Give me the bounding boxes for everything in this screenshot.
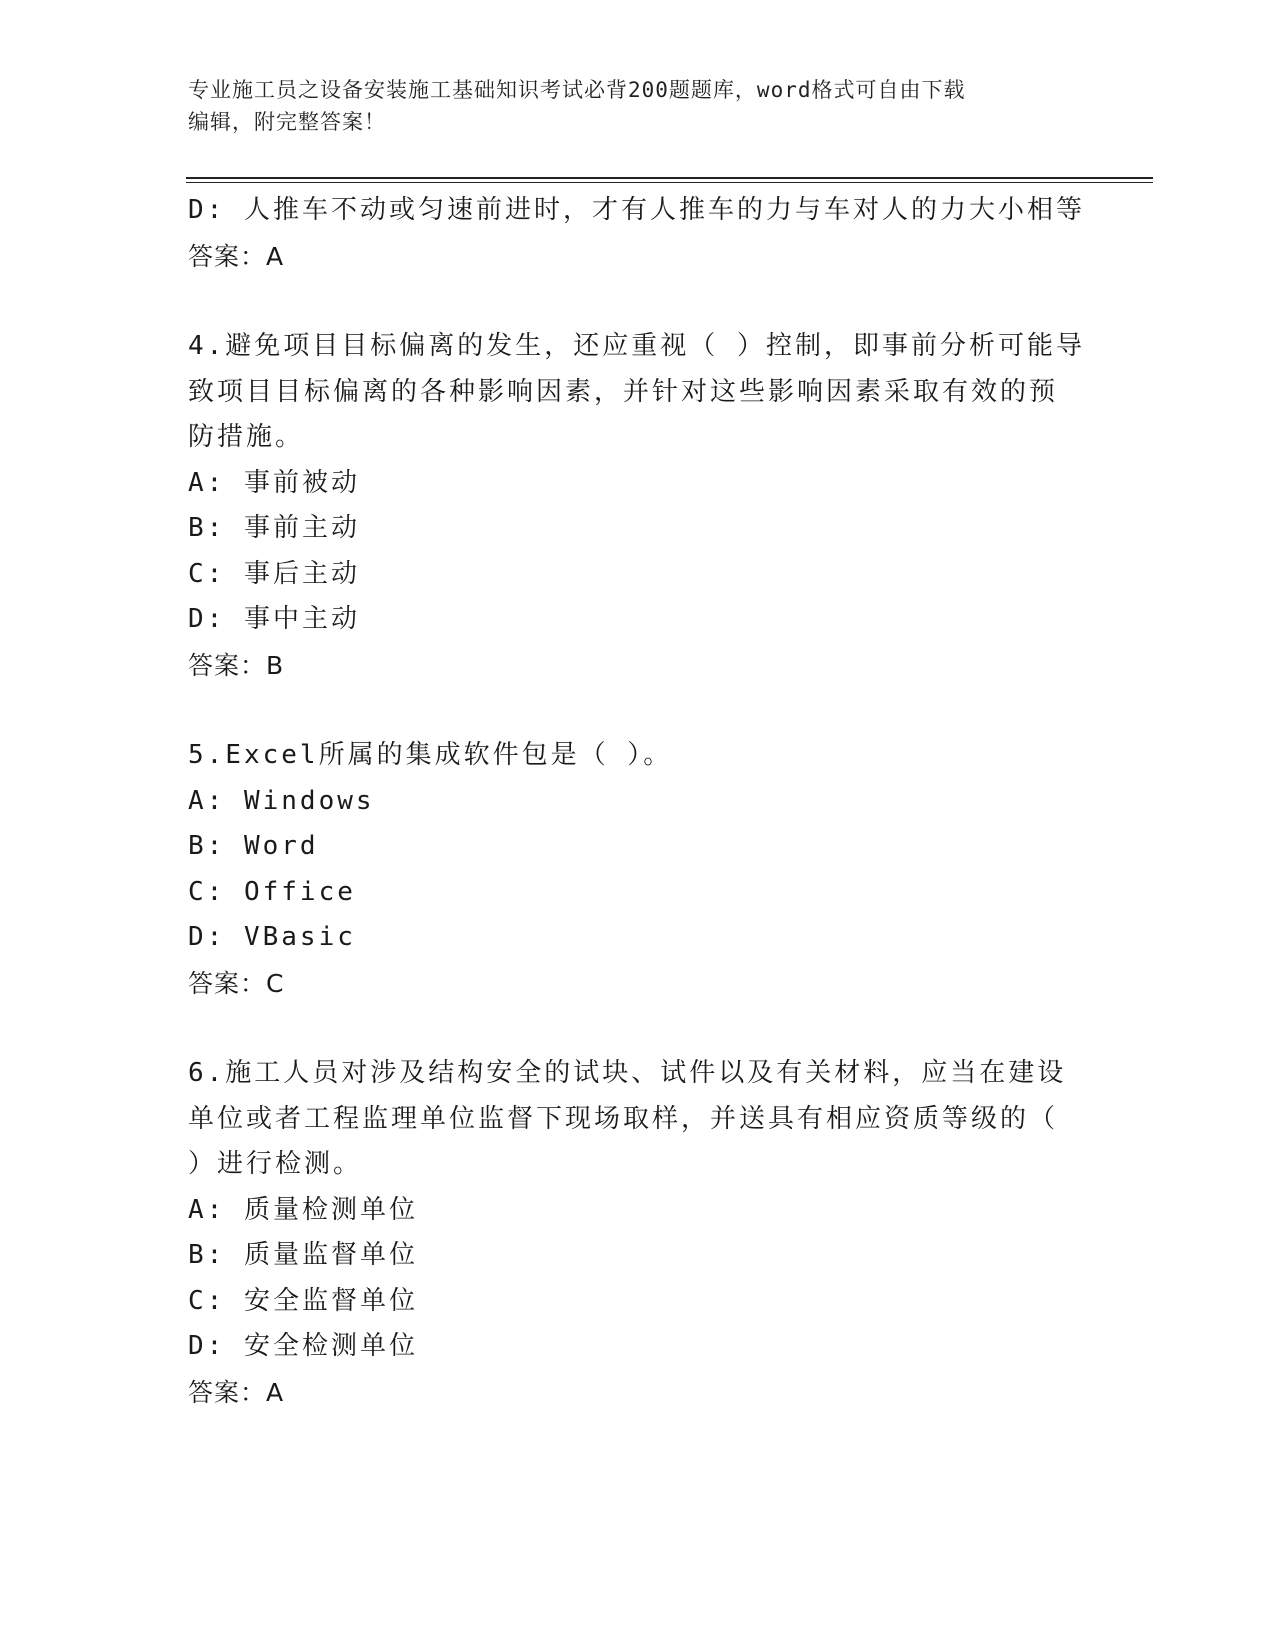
question-stem-line: 4.避免项目目标偏离的发生，还应重视（ ）控制，即事前分析可能导 — [188, 331, 1085, 361]
document-header — [188, 74, 1088, 138]
answer-line: 答案：C — [188, 968, 285, 998]
question-stem-line: 5.Excel所属的集成软件包是（ ）。 — [188, 740, 673, 770]
question-stem-line: 防措施。 — [188, 422, 305, 452]
option-a: A: 质量检测单位 — [188, 1194, 418, 1225]
question-6 — [188, 1051, 1088, 1415]
option-d: D: VBasic — [188, 922, 356, 952]
option-d: D: 事中主动 — [188, 604, 360, 634]
answer-line: 答案：B — [188, 650, 285, 680]
header-divider-thin — [186, 182, 1153, 183]
question-5 — [188, 733, 1088, 1006]
previous-question-tail — [188, 188, 1088, 279]
question-stem-line: ）进行检测。 — [188, 1149, 363, 1179]
option-b: B: Word — [188, 831, 319, 861]
option-b: B: 事前主动 — [188, 513, 360, 543]
question-stem-line: 6.施工人员对涉及结构安全的试块、试件以及有关材料，应当在建设 — [188, 1058, 1067, 1088]
option-b: B: 质量监督单位 — [188, 1240, 418, 1270]
question-stem-line: 单位或者工程监理单位监督下现场取样，并送具有相应资质等级的（ — [188, 1103, 1059, 1134]
header-title-line-2: 编辑，附完整答案！ — [188, 110, 386, 134]
header-title-line-1: 专业施工员之设备安装施工基础知识考试必背200题题库，word格式可自由下载 — [188, 78, 966, 102]
question-stem-line: 致项目目标偏离的各种影响因素，并针对这些影响因素采取有效的预 — [188, 376, 1059, 407]
option-d: D: 安全检测单位 — [188, 1331, 418, 1361]
option-a: A: Windows — [188, 785, 375, 816]
question-4 — [188, 324, 1088, 688]
answer-line: 答案：A — [188, 241, 285, 271]
option-c: C: Office — [188, 876, 356, 907]
option-a: A: 事前被动 — [188, 467, 360, 498]
header-divider-thick — [186, 177, 1153, 179]
question-list — [188, 188, 1088, 1415]
answer-line: 答案：A — [188, 1377, 285, 1407]
option-d: D: 人推车不动或匀速前进时，才有人推车的力与车对人的力大小相等 — [188, 195, 1085, 225]
option-c: C: 事后主动 — [188, 558, 360, 589]
option-c: C: 安全监督单位 — [188, 1285, 418, 1316]
